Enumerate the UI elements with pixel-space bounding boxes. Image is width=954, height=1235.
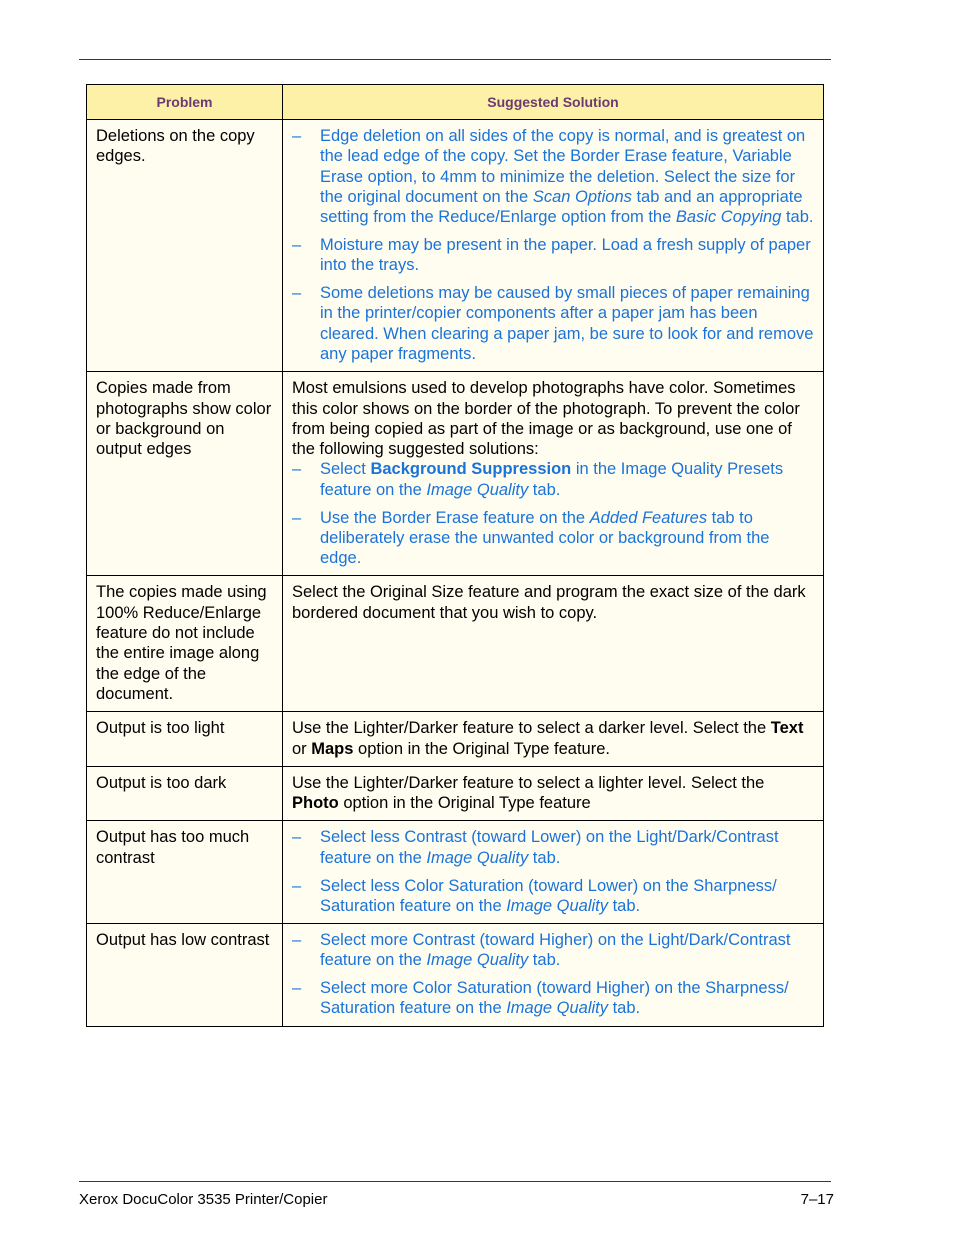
solution-item xyxy=(292,930,815,971)
solution-text: Select more Contrast (toward Higher) on the Light/Dark/Contrast feature on the xyxy=(320,931,791,970)
solution-text: Use the Lighter/Darker feature to select a darker level. Select the xyxy=(292,719,771,738)
dash-bullet: – xyxy=(292,460,302,479)
solution-text: tab. xyxy=(608,896,641,915)
tab-name: Image Quality xyxy=(426,848,529,867)
solution-item xyxy=(292,827,815,868)
column-header-solution: Suggested Solution xyxy=(283,85,824,120)
feature-name: Background Suppression xyxy=(370,460,572,479)
solution-text: tab and an appropriate setting from the Reduce/Enlarge option from the xyxy=(320,187,803,227)
solution-text: tab. xyxy=(781,208,814,227)
solution-intro: Most emulsions used to develop photographs have color. Sometimes this color shows on the border of the photograph. To prevent the color from being copied as part of the image or as background, use one of the following suggested solutions: xyxy=(292,379,800,459)
solution-text: Use the Border Erase feature on the xyxy=(320,508,590,527)
option-name: Photo xyxy=(292,794,339,813)
solution-cell xyxy=(283,924,824,1027)
problem-cell: Deletions on the copy edges. xyxy=(87,120,283,372)
solution-cell xyxy=(283,120,824,372)
table-row xyxy=(87,712,824,767)
solution-item xyxy=(292,283,815,364)
footer-product-name: Xerox DocuColor 3535 Printer/Copier xyxy=(79,1191,328,1208)
solution-text: in the Image Quality Presets feature on the xyxy=(320,460,784,499)
tab-name: Image Quality xyxy=(426,480,529,499)
tab-name: Image Quality xyxy=(426,951,529,970)
solution-item xyxy=(292,126,815,227)
dash-bullet: – xyxy=(292,876,302,895)
dash-bullet: – xyxy=(292,284,302,303)
solution-text: tab. xyxy=(528,480,561,499)
option-name: Maps xyxy=(311,739,354,758)
solution-text: option in the Original Type feature xyxy=(338,794,591,813)
problem-cell: Output is too light xyxy=(87,712,283,767)
problem-cell: Output has too much contrast xyxy=(87,821,283,924)
troubleshooting-table xyxy=(86,84,824,1027)
header-rule xyxy=(79,59,831,60)
solution-text: tab. xyxy=(608,999,641,1018)
dash-bullet: – xyxy=(292,508,302,527)
solution-cell xyxy=(283,821,824,924)
solution-text: Select xyxy=(320,460,371,479)
tab-name: Added Features xyxy=(589,508,708,527)
tab-name: Image Quality xyxy=(506,999,609,1018)
table-row xyxy=(87,576,824,712)
solution-text: Moisture may be present in the paper. Load a fresh supply of paper into the trays. xyxy=(320,235,811,275)
solution-item xyxy=(292,459,815,500)
table-header-row xyxy=(87,85,824,120)
solution-text: Select less Color Saturation (toward Lower) on the Sharpness/ Saturation feature on the xyxy=(320,876,777,915)
solution-text: tab to deliberately erase the unwanted color or background from the edge. xyxy=(320,508,770,568)
tab-name: Scan Options xyxy=(532,187,632,206)
dash-bullet: – xyxy=(292,127,302,145)
problem-cell: Output has low contrast xyxy=(87,924,283,1027)
dash-bullet: – xyxy=(292,828,302,847)
table-row xyxy=(87,372,824,576)
footer-page-number: 7–17 xyxy=(800,1191,834,1208)
solution-cell xyxy=(283,712,824,767)
solution-item xyxy=(292,508,815,569)
table-row xyxy=(87,924,824,1027)
dash-bullet: – xyxy=(292,235,302,254)
solution-text: Use the Lighter/Darker feature to select a lighter level. Select the xyxy=(292,773,765,792)
problem-cell: Copies made from photographs show color or background on output edges xyxy=(87,372,283,576)
problem-cell: The copies made using 100% Reduce/Enlarge feature do not include the entire image along the edge of the document. xyxy=(87,576,283,712)
solution-cell xyxy=(283,766,824,821)
table-row xyxy=(87,821,824,924)
tab-name: Basic Copying xyxy=(675,208,782,227)
solution-cell: Select the Original Size feature and program the exact size of the dark bordered document that you wish to copy. xyxy=(283,576,824,712)
tab-name: Image Quality xyxy=(506,896,609,915)
solution-text: tab. xyxy=(528,848,561,867)
table-row xyxy=(87,766,824,821)
solution-item xyxy=(292,876,815,917)
dash-bullet: – xyxy=(292,979,302,998)
solution-text: or xyxy=(292,739,312,758)
dash-bullet: – xyxy=(292,931,302,950)
solution-text: tab. xyxy=(528,951,561,970)
solution-item xyxy=(292,978,815,1019)
solution-text: Select more Color Saturation (toward Higher) on the Sharpness/ Saturation feature on the xyxy=(320,979,789,1018)
solution-text: Some deletions may be caused by small pieces of paper remaining in the printer/copier components after a paper jam has been cleared. When clearing a paper jam, be sure to look for and remove any paper fragments. xyxy=(320,284,814,363)
solution-text: Select less Contrast (toward Lower) on the Light/Dark/Contrast feature on the xyxy=(320,828,779,867)
table-row xyxy=(87,120,824,372)
solution-item xyxy=(292,235,815,276)
option-name: Text xyxy=(770,719,804,738)
column-header-problem: Problem xyxy=(87,85,283,120)
solution-cell xyxy=(283,372,824,576)
solution-text: Edge deletion on all sides of the copy is normal, and is greatest on the lead edge of the copy. Set the Border Erase feature, Variable Erase option, to 4mm to minimize the deletion. Select the size for the original document on the xyxy=(320,127,806,206)
footer-rule xyxy=(79,1181,831,1182)
solution-text: option in the Original Type feature. xyxy=(353,739,610,758)
problem-cell: Output is too dark xyxy=(87,766,283,821)
